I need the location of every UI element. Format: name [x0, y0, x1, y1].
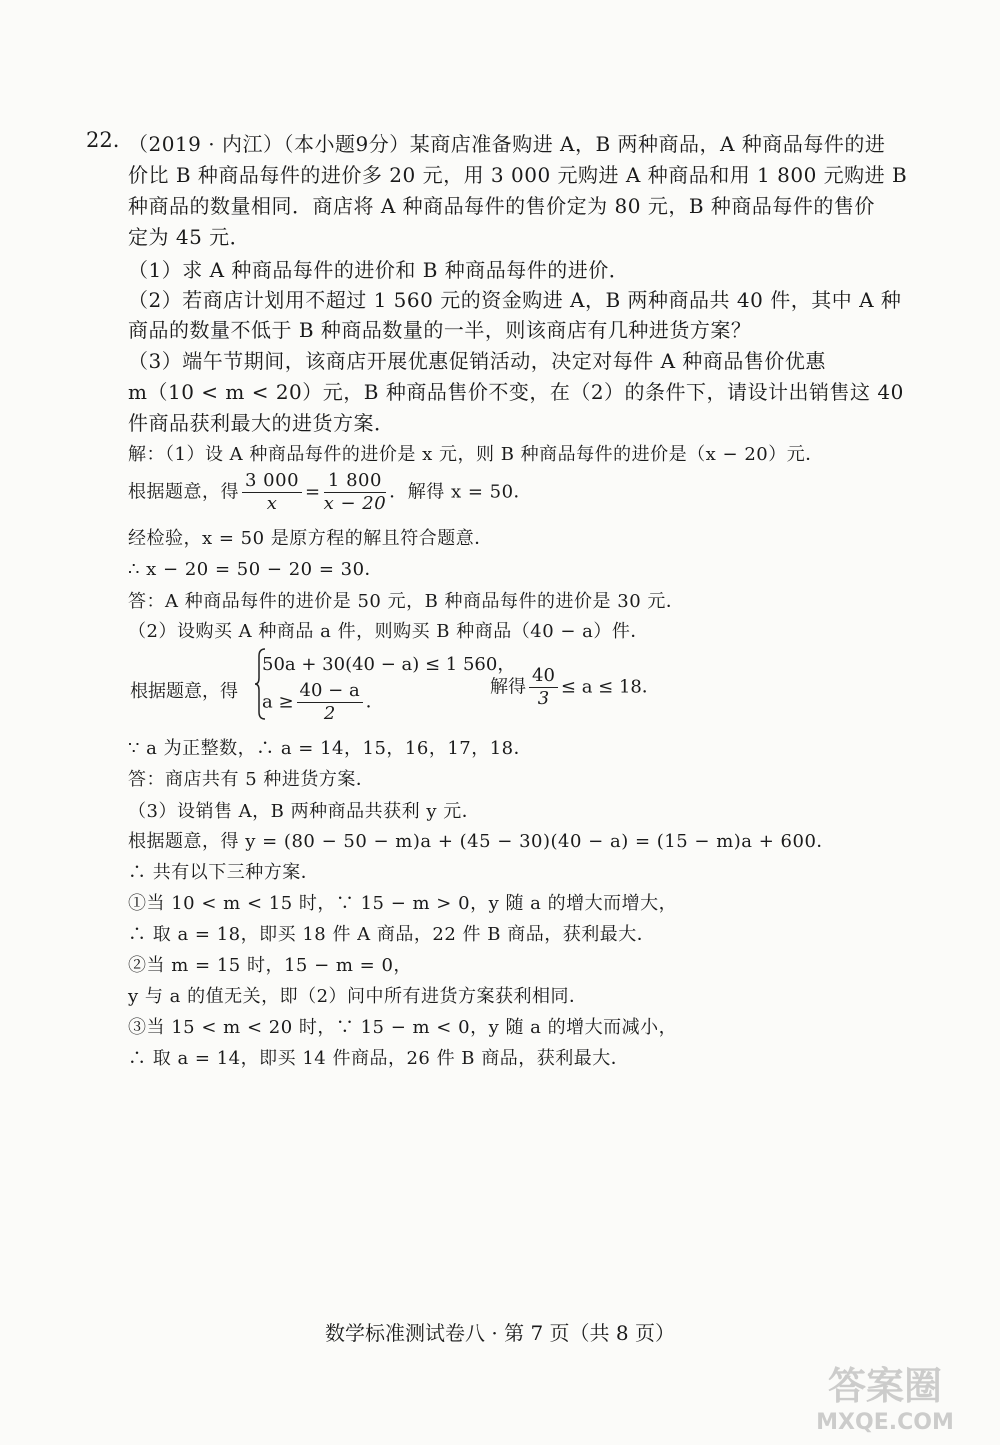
sys2-prefix: a ≥	[262, 691, 294, 713]
solution-line-3: 经检验，x = 50 是原方程的解且符合题意．	[128, 528, 493, 549]
solution-line-14: ∴ 取 a = 18，即买 18 件 A 商品，22 件 B 商品，获利最大．	[128, 924, 656, 945]
sys-sol-suffix: ≤ a ≤ 18．	[560, 676, 660, 698]
question-part-2-line-1: （2）若商店计划用不超过 1 560 元的资金购进 A，B 两种商品共 40 件，其中 A 种	[128, 288, 902, 312]
system-label: 根据题意，得	[130, 681, 238, 702]
sys2-numerator: 40 − a	[297, 680, 363, 703]
question-part-1: （1）求 A 种商品每件的进价和 B 种商品每件的进价．	[128, 258, 630, 282]
eq1-equals: =	[305, 481, 321, 503]
sys-sol-prefix: 解得	[490, 676, 526, 698]
page-footer: 数学标准测试卷八 · 第 7 页（共 8 页）	[325, 1321, 675, 1345]
sys-sol-fraction	[529, 665, 558, 710]
solution-line-6: （2）设购买 A 种商品 a 件，则购买 B 种商品（40 − a）件．	[128, 621, 649, 642]
solution-line-1: 解：（1）设 A 种商品每件的进价是 x 元，则 B 种商品每件的进价是（x − 20）元．	[128, 444, 824, 465]
solution-line-5: 答：A 种商品每件的进价是 50 元，B 种商品每件的进价是 30 元．	[128, 591, 685, 612]
sys2-denominator: 2	[323, 703, 336, 724]
site-watermark-logo	[790, 1359, 980, 1437]
eq1-suffix: ．解得 x = 50．	[389, 481, 533, 503]
sys-sol-numerator: 40	[529, 665, 558, 688]
solution-line-9: 答：商店共有 5 种进货方案．	[128, 769, 375, 790]
solution-line-10: （3）设销售 A，B 两种商品共获利 y 元．	[128, 801, 481, 822]
sys2-fraction	[297, 680, 363, 725]
question-stem-line-3: 种商品的数量相同．商店将 A 种商品每件的售价定为 80 元，B 种商品每件的售价	[128, 194, 875, 218]
system-inequality-1: 50a + 30(40 − a) ≤ 1 560，	[262, 654, 516, 675]
solution-line-16: y 与 a 的值无关，即（2）问中所有进货方案获利相同．	[128, 986, 588, 1007]
eq1-numerator-left: 3 000	[242, 470, 302, 493]
solution-line-17: ③当 15 < m < 20 时，∵ 15 − m < 0，y 随 a 的增大而减小，	[128, 1017, 678, 1038]
watermark-title: 答案圈	[827, 1364, 943, 1408]
eq1-numerator-right: 1 800	[324, 470, 387, 493]
question-part-2-line-2: 商品的数量不低于 B 种商品数量的一半，则该商店有几种进货方案？	[128, 318, 752, 342]
solution-line-13: ①当 10 < m < 15 时，∵ 15 − m > 0，y 随 a 的增大而增大，	[128, 893, 678, 914]
system-solution	[490, 665, 660, 710]
eq1-denominator-right: x − 20	[323, 493, 387, 514]
eq1-fraction-left	[242, 470, 302, 515]
question-stem-line-1: （2019 · 内江）（本小题9分）某商店准备购进 A，B 两种商品，A 种商品每件的进	[128, 132, 886, 156]
question-part-3-line-1: （3）端午节期间，该商店开展优惠促销活动，决定对每件 A 种商品售价优惠	[128, 349, 826, 373]
eq1-prefix: 根据题意，得	[128, 481, 239, 503]
solution-line-4: ∴ x − 20 = 50 − 20 = 30．	[128, 559, 384, 580]
question-part-3-line-3: 件商品获利最大的进货方案．	[128, 411, 395, 435]
question-stem-line-4: 定为 45 元．	[128, 225, 251, 249]
solution-line-15: ②当 m = 15 时，15 − m = 0，	[128, 955, 412, 976]
question-part-3-line-2: m（10 < m < 20）元，B 种商品售价不变，在（2）的条件下，请设计出销售这 40	[128, 380, 904, 404]
question-stem-line-2: 价比 B 种商品每件的进价多 20 元，用 3 000 元购进 A 种商品和用 1 800 元购进 B	[128, 163, 908, 187]
watermark-domain: MXQE.COM	[816, 1410, 954, 1435]
solution-line-11: 根据题意，得 y = (80 − 50 − m)a + (45 − 30)(40 − a) = (15 − m)a + 600．	[128, 831, 835, 852]
solution-equation-1	[128, 470, 532, 515]
sys-sol-denominator: 3	[537, 688, 550, 709]
solution-line-12: ∴ 共有以下三种方案．	[128, 862, 320, 883]
eq1-fraction-right	[324, 470, 387, 515]
solution-line-8: ∵ a 为正整数，∴ a = 14，15，16，17，18．	[128, 738, 533, 759]
question-number: 22.	[86, 128, 120, 152]
system-inequality-2	[262, 680, 384, 725]
sys2-suffix: ．	[365, 691, 384, 713]
solution-line-18: ∴ 取 a = 14，即买 14 件商品，26 件 B 商品，获利最大．	[128, 1048, 630, 1069]
eq1-denominator-left: x	[266, 493, 278, 514]
